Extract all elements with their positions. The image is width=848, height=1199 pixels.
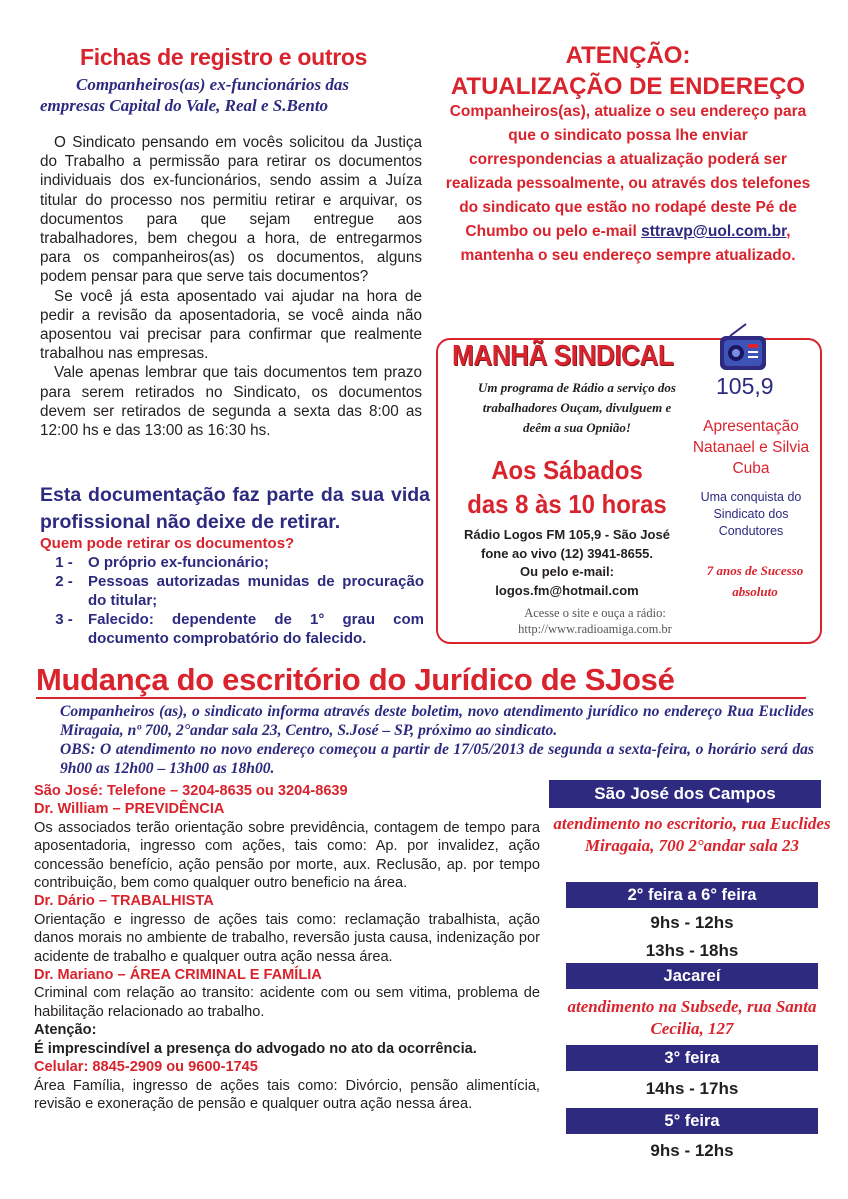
who-can-retrieve-list [40, 553, 424, 648]
radio-contact-info [444, 526, 690, 600]
radio-station: Rádio Logos FM 105,9 - São José [464, 527, 670, 542]
sjc-phone-line: São José: Telefone – 3204-8635 ou 3204-8639 [34, 783, 348, 799]
fichas-paragraph: Vale apenas lembrar que tais documentos tem prazo para serem retirados no Sindicato, os documentos devem ser retirados de segunda a sexta das 8:00 as 12:00 hs e das 13:00 as 16:30 hs. [40, 364, 422, 440]
title-underline [36, 697, 806, 699]
jacarei-tuesday-hours: 14hs - 17hs [645, 1079, 739, 1098]
fichas-title: Fichas de registro e outros [80, 44, 368, 70]
radio-presenters: Apresentação Natanael e Silvia Cuba [692, 418, 810, 477]
address-update-heading: ATUALIZAÇÃO DE ENDEREÇO [450, 73, 806, 100]
jacarei-tuesday-bar: 3° feira [566, 1045, 818, 1071]
mariano-title: Dr. Mariano – ÁREA CRIMINAL E FAMÍLIA [34, 967, 322, 984]
list-text: O próprio ex-funcionário; [88, 554, 269, 571]
fichas-paragraph: O Sindicato pensando em vocês solicitou da Justiça do Trabalho a permissão para retirar os documentos individuais dos ex-funcionários, sendo assim a Juíza titular do processo nos permitiu retirar e arquivar, os documentos para que sejam entregue aos trabalhadores, bem chegou a hora, de entregarmos para os companheiros(as) os documentos, alguns podem pensar para que serve tais documentos? [40, 134, 422, 286]
radio-site-url[interactable]: http://www.radioamiga.com.br [518, 622, 672, 636]
cell-phone-line: Celular: 8845-2909 ou 9600-1745 [34, 1059, 258, 1076]
radio-program-description: Um programa de Rádio a serviço dos trabalhadores Ouçam, divulguem e deêm a sua Opnião! [478, 380, 676, 435]
list-number: 2 - [55, 573, 73, 590]
mariano-body: Criminal com relação ao transito: acidente com ou sem vitima, problema de habilitação relacionado ao trabalho. [34, 985, 540, 1020]
radio-site [460, 605, 730, 637]
attention-text: É imprescindível a presença do advogado no ato da ocorrência. [34, 1040, 477, 1057]
address-update-text-end: , mantenha o seu endereço sempre atualizado. [460, 223, 796, 264]
radio-hours: das 8 às 10 horas [467, 489, 667, 519]
radio-program-logo: MANHÃ SINDICAL [452, 340, 674, 372]
william-title: Dr. William – PREVIDÊNCIA [34, 801, 225, 818]
attention-label: Atenção: [34, 1022, 97, 1039]
list-text: Falecido: dependente de 1° grau com documento comprobatório do falecido. [88, 611, 424, 647]
fichas-body [40, 133, 422, 440]
office-move-obs: OBS: O atendimento no novo endereço começou a partir de 17/05/2013 de segunda a sexta-feira, o horário será das 9h00 as 12h00 – 13h00 as 18h00. [60, 741, 814, 777]
list-number: 3 - [55, 611, 73, 628]
list-text: Pessoas autorizadas munidas de procuração do titular; [88, 573, 424, 609]
radio-site-label: Acesse o site e ouça a rádio: [524, 606, 666, 620]
jacarei-address: atendimento na Subsede, rua Santa Cecilia, 127 [567, 997, 817, 1038]
radio-days: Aos Sábados [491, 455, 643, 485]
sjc-hours-morning: 9hs - 12hs [650, 913, 734, 932]
fichas-paragraph: Se você já esta aposentado vai ajudar na hora de pedir a revisão da aposentadoria, se você ainda não aposentou vai precisar para confirmar que realmente trabalhou nas empresas. [40, 287, 422, 363]
list-number: 1 - [55, 554, 73, 571]
william-body: Os associados terão orientação sobre previdência, contagem de tempo para aposentadoria, ingresso com ações, tais como: Ap. por invalidez, ação concessão benefício, ação pensão por morte, aux. Reclusão, ap. por tempo contribuição, bem como qualquer outro beneficio na área. [34, 819, 540, 892]
radio-frequency: 105,9 [716, 373, 774, 399]
radio-years-badge: 7 anos de Sucesso absoluto [706, 563, 804, 599]
address-update-text: Companheiros(as), atualize o seu endereço para que o sindicato possa lhe enviar correspondencias a atualização poderá ser realizada pessoalmente, ou através dos telefones do sindicato que estão no rodapé deste Pé de Chumbo ou pelo e-mail [445, 103, 811, 240]
union-email-link[interactable]: sttravp@uol.com.br [641, 223, 787, 240]
jacarei-thursday-bar: 5° feira [566, 1108, 818, 1134]
address-update-body [440, 100, 816, 268]
jacarei-thursday-hours: 9hs - 12hs [650, 1141, 734, 1160]
radio-phone: fone ao vivo (12) 3941-8655. [481, 545, 653, 561]
list-item [40, 572, 424, 610]
radio-email: logos.fm@hotmail.com [495, 582, 639, 598]
radio-schedule [461, 453, 673, 521]
list-item [40, 610, 424, 648]
sjc-days-bar: 2° feira a 6° feira [566, 882, 818, 908]
sjc-hours-afternoon: 13hs - 18hs [645, 941, 739, 960]
fichas-subtitle: Companheiros(as) ex-funcionários das empresas Capital do Vale, Real e S.Bento [40, 75, 349, 115]
office-move-title: Mudança do escritório do Jurídico de SJosé [36, 662, 675, 697]
radio-conquest-note: Uma conquista do Sindicato dos Condutores [700, 490, 802, 538]
sjc-title-bar: São José dos Campos [549, 780, 821, 808]
documentation-notice: Esta documentação faz parte da sua vida profissional não deixe de retirar. [40, 484, 430, 533]
radio-icon [716, 322, 770, 376]
dario-body: Orientação e ingresso de ações tais como: reclamação trabalhista, ação danos morais no ambiente de trabalho, reversão justa causa, indenização por acidente de trabalho e qualquer outra ação nessa área. [34, 911, 540, 965]
attention-heading: ATENÇÃO: [565, 42, 691, 69]
radio-email-label: Ou pelo e-mail: [520, 564, 614, 579]
address-update-title [432, 40, 824, 102]
sjc-address: atendimento no escritorio, rua Euclides Miragaia, 700 2°andar sala 23 [553, 814, 831, 855]
office-move-intro [60, 702, 814, 778]
legal-services [34, 782, 540, 1113]
office-move-intro-text: Companheiros (as), o sindicato informa através deste boletim, novo atendimento jurídico no endereço Rua Euclides Miragaia, nº 700, 2°andar sala 23, Centro, S.José – SP, próximo ao sindicato. [60, 703, 814, 739]
list-item [40, 553, 424, 572]
family-body: Área Família, ingresso de ações tais como: Divórcio, pensão alimentícia, revisão e exoneração de pensão e qualquer outra ação nessa área. [34, 1077, 540, 1112]
dario-title: Dr. Dário – TRABALHISTA [34, 893, 214, 910]
who-can-retrieve-title: Quem pode retirar os documentos? [40, 535, 295, 552]
jacarei-title-bar: Jacareí [566, 963, 818, 989]
